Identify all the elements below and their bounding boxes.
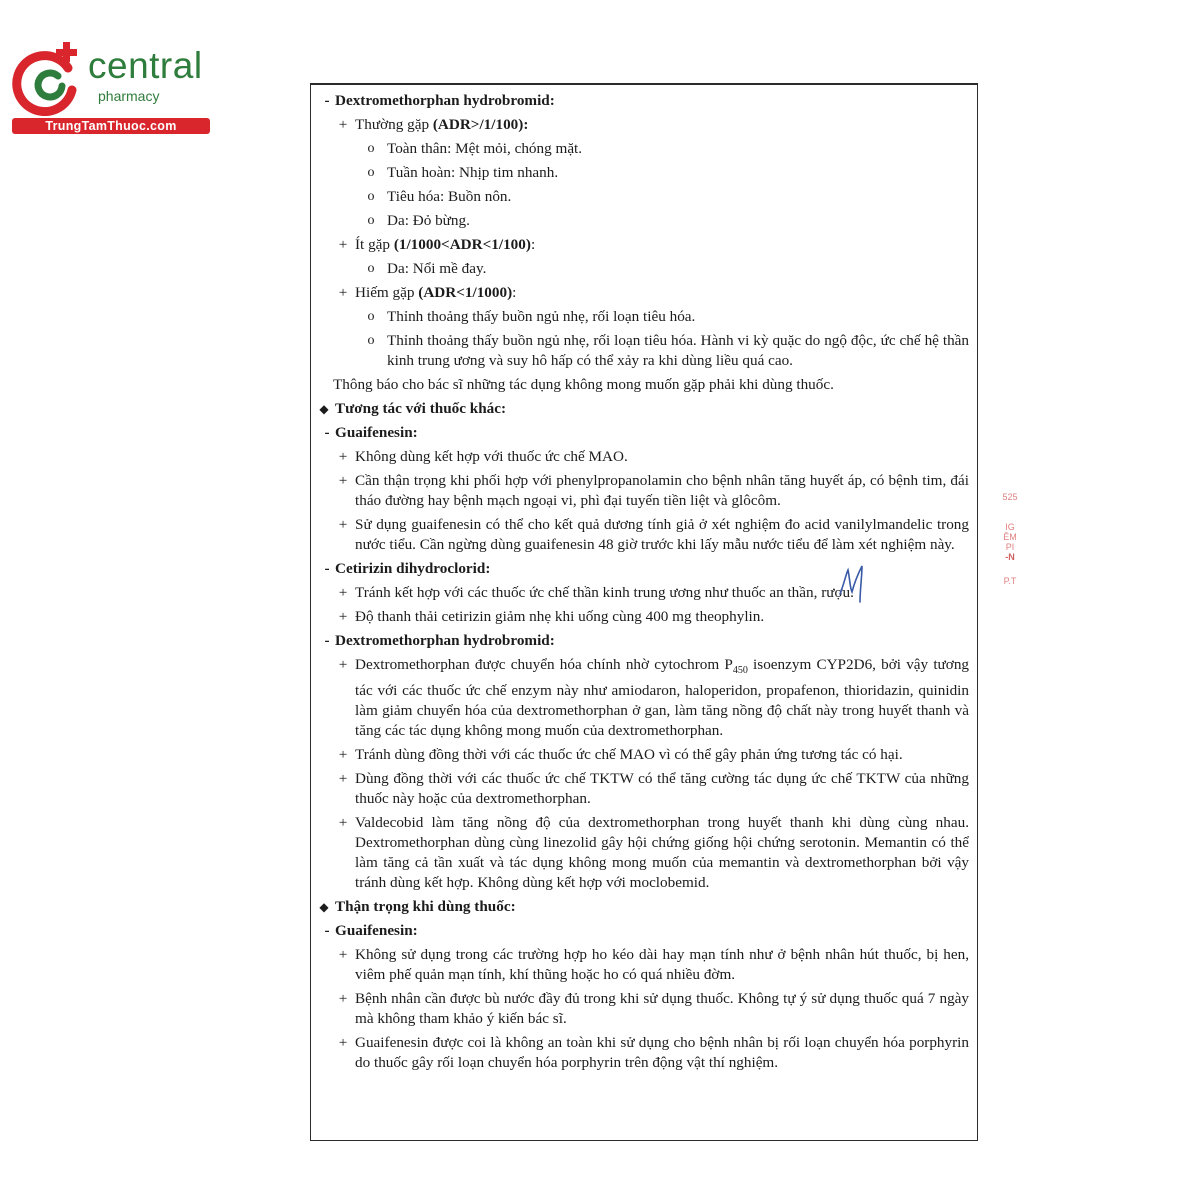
list-item: + Bệnh nhân cần được bù nước đầy đủ trong khi sử dụng thuốc. Không tự ý sử dụng thuốc quá 7 ngày mà không tham khảo ý kiến bác sĩ. — [338, 990, 969, 1028]
list-item: + Tránh dùng đồng thời với các thuốc ức chế MAO vì có thể gây phản ứng tương tác có hại. — [338, 746, 903, 764]
central-pharmacy-logo[interactable] — [10, 38, 220, 138]
subsection-heading: - Cetirizin dihydroclorid: — [324, 560, 491, 577]
list-item: o Thỉnh thoảng thấy buồn ngủ nhẹ, rối loạn tiêu hóa. Hành vi kỳ quặc do ngộ độc, ức chế hệ thần kinh trung ương và suy hô hấp có thể xảy ra khi dùng liều quá cao. — [367, 332, 969, 369]
list-item: + Dextromethorphan được chuyển hóa chính nhờ cytochrom $P_{450}$ isoenzym CYP2D6, bởi vậy tương tác với các thuốc ức chế enzym này như amiodaron, haloperidon, propafenon, thioridazin, quinidin làm giảm chuyển hóa của dextromethorphan ở gan, làm tăng nồng độ chất này trong huyết thanh và tăng các tác dụng không mong muốn của dextromethorphan. — [338, 656, 970, 740]
list-item: + Valdecobid làm tăng nồng độ của dextromethorphan trong huyết thanh khi dùng cùng nhau. Dextromethorphan dùng cùng linezolid gây hội chứng giống hội chứng serotonin. Memantin có thể làm tăng cả tần xuất và tác dụng không mong muốn của memantin và dextromethorphan bởi vậy tránh dùng kết hợp. Không dùng kết hợp với moclobemid. — [338, 814, 969, 892]
list-item: + Độ thanh thải cetirizin giảm nhẹ khi uống cùng 400 mg theophylin. — [338, 608, 765, 625]
list-item: + Không dùng kết hợp với thuốc ức chế MAO. — [338, 448, 628, 465]
diamond-bullet-icon: ◆ — [319, 900, 329, 915]
list-item: + Tránh kết hợp với các thuốc ức chế thần kinh trung ương như thuốc an thần, rượu. — [338, 584, 854, 601]
subsection-heading: - Guaifenesin: — [324, 424, 418, 441]
section-heading: ◆ Thận trọng khi dùng thuốc: — [311, 897, 977, 917]
subsection-heading: - Dextromethorphan hydrobromid: — [324, 632, 555, 649]
frequency-heading: + Hiếm gặp (ADR<1/1000): — [338, 284, 517, 301]
list-item: o Da: Đỏ bừng. — [367, 212, 470, 229]
notice-text: Thông báo cho bác sĩ những tác dụng không mong muốn gặp phải khi dùng thuốc. — [333, 376, 834, 393]
list-item: + Cần thận trọng khi phối hợp với phenylpropanolamin cho bệnh nhân tăng huyết áp, có bệnh tim, đái tháo đường hay bệnh mạch ngoại vi, phì đại tuyến tiền liệt và glôcôm. — [338, 472, 969, 509]
list-item: o Toàn thân: Mệt mỏi, chóng mặt. — [367, 140, 583, 157]
diamond-bullet-icon: ◆ — [319, 402, 329, 416]
section-heading: ◆ Tương tác với thuốc khác: — [311, 399, 977, 419]
section-heading: - Dextromethorphan hydrobromid: — [324, 92, 555, 109]
list-item: o Tuần hoàn: Nhịp tim nhanh. — [367, 164, 559, 181]
list-item: o Tiêu hóa: Buồn nôn. — [367, 188, 512, 205]
list-item: o Thỉnh thoảng thấy buồn ngủ nhẹ, rối loạn tiêu hóa. — [367, 308, 696, 325]
leaflet-page — [310, 83, 978, 1141]
logo-subtitle: pharmacy — [98, 88, 160, 104]
handwritten-signature-icon — [836, 560, 872, 606]
list-item: o Da: Nổi mề đay. — [367, 260, 487, 277]
list-item: + Không sử dụng trong các trường hợp ho kéo dài hay mạn tính như ở bệnh nhân hút thuốc, bị hen, viêm phế quản mạn tính, khí thũng hoặc ho có quá nhiều đờm. — [338, 946, 969, 984]
frequency-heading: + Ít gặp (1/1000<ADR<1/100): — [338, 236, 536, 253]
list-item: + Sử dụng guaifenesin có thể cho kết quả dương tính giả ở xét nghiệm đo acid vanilylmandelic trong nước tiểu. Cần ngừng dùng guaifenesin 48 giờ trước khi lấy mẫu nước tiểu để làm xét nghiệm này. — [338, 516, 969, 553]
logo-wordmark: central — [88, 45, 203, 86]
frequency-heading: + Thường gặp (ADR>/1/100): — [338, 116, 529, 133]
stamp-mark: 525 IG ÊM PI -N P.T — [1002, 492, 1018, 586]
logo-site-url[interactable]: TrungTamThuoc.com — [12, 118, 210, 134]
subsection-heading: - Guaifenesin: — [324, 922, 418, 940]
list-item: + Dùng đồng thời với các thuốc ức chế TKTW có thể tăng cường tác dụng ức chế TKTW của những thuốc này hoặc của dextromethorphan. — [338, 770, 969, 808]
list-item: + Guaifenesin được coi là không an toàn khi sử dụng cho bệnh nhân bị rối loạn chuyển hóa porphyrin do thuốc gây rối loạn chuyển hóa porphyrin trên động vật thí nghiệm. — [338, 1034, 969, 1072]
leaflet-content — [311, 91, 977, 1077]
pharmacy-cross-logo-icon — [10, 38, 88, 116]
